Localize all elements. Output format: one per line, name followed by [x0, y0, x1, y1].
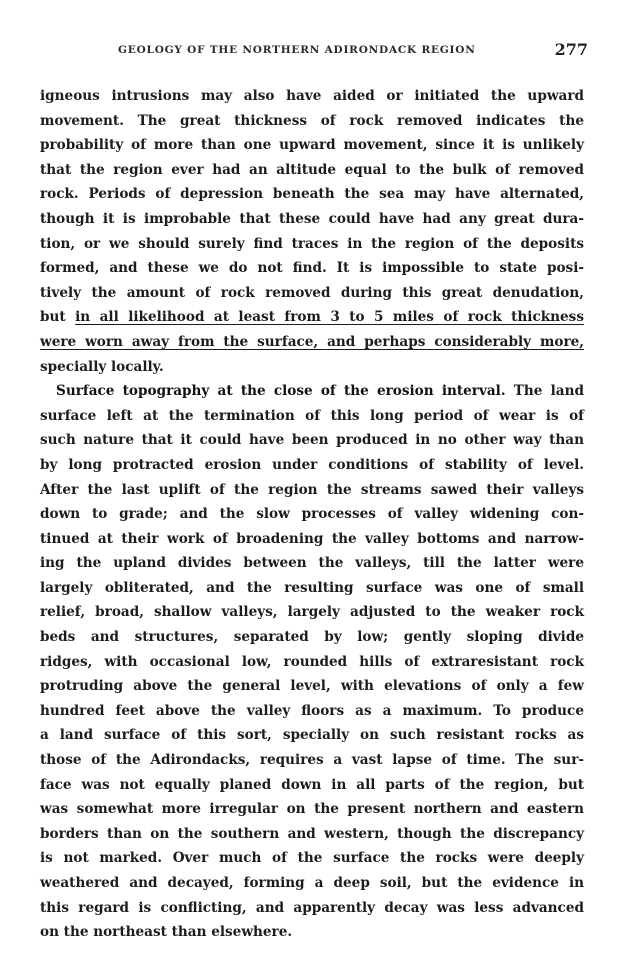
page-number: 277 [554, 40, 588, 59]
text-line: After the last uplift of the region the streams sawed their valleys [40, 481, 584, 498]
text-line [40, 379, 584, 404]
text-line: largely obliterated, and the resulting surface was one of small [40, 579, 584, 596]
text-line: borders than on the southern and western, though the discrepancy [40, 825, 584, 842]
text-line: on the northeast than elsewhere. [40, 924, 293, 941]
running-head [40, 40, 588, 60]
text-fragment: The land [505, 383, 584, 400]
text-line: igneous intrusions may also have aided or initiated the upward [40, 88, 584, 104]
text-line: protruding above the general level, with elevations of only a few [40, 678, 584, 695]
text-line: down to grade; and the slow processes of valley widening con- [40, 506, 584, 523]
text-line: beds and structures, separated by low; gently sloping divide [40, 629, 584, 646]
text-line: that the region ever had an altitude equal to the bulk of removed [40, 161, 584, 178]
text-line [40, 330, 584, 355]
text-line: though it is improbable that these could have had any great dura- [40, 210, 584, 227]
text-line: formed, and these we do not find. It is impossible to state posi- [40, 260, 584, 277]
text-line: ing the upland divides between the valleys, till the latter were [40, 555, 584, 572]
section-run-in-heading: Surface topography at the close of the erosion interval. [56, 383, 506, 400]
text-line: such nature that it could have been produced in no other way than [40, 432, 584, 449]
running-title: GEOLOGY OF THE NORTHERN ADIRONDACK REGION [118, 44, 476, 56]
text-line: relief, broad, shallow valleys, largely adjusted to the weaker rock [40, 604, 584, 621]
text-line: face was not equally planed down in all parts of the region, but [40, 776, 584, 793]
text-line: tively the amount of rock removed during this great denudation, [40, 284, 584, 301]
text-line: rock. Periods of depression beneath the sea may have alternated, [40, 186, 584, 203]
text-line: ridges, with occasional low, rounded hills of extraresistant rock [40, 653, 584, 670]
text-line: this regard is conflicting, and apparently decay was less advanced [40, 899, 584, 916]
text-line: movement. The great thickness of rock removed indicates the [40, 112, 584, 129]
text-line: was somewhat more irregular on the present northern and eastern [40, 801, 584, 818]
text-line: weathered and decayed, forming a deep soil, but the evidence in [40, 875, 584, 891]
text-line: surface left at the termination of this long period of wear is of [40, 407, 584, 424]
text-line: is not marked. Over much of the surface the rocks were deeply [40, 850, 584, 867]
text-fragment: but [40, 309, 76, 326]
text-line: tinued at their work of broadening the valley bottoms and narrow- [40, 530, 584, 547]
text-line: by long protracted erosion under conditions of stability of level. [40, 456, 584, 473]
body-text [40, 84, 584, 945]
text-line: those of the Adirondacks, requires a vast lapse of time. The sur- [40, 752, 584, 769]
text-line [40, 305, 584, 330]
text-line: probability of more than one upward movement, since it is unlikely [40, 137, 584, 154]
underlined-text: in all likelihood at least from 3 to 5 miles of rock thickness [75, 309, 584, 326]
text-line: hundred feet above the valley floors as a maximum. To produce [40, 702, 584, 719]
text-line: specially locally. [40, 358, 164, 375]
text-line: a land surface of this sort, specially on such resistant rocks as [40, 727, 584, 744]
text-line: tion, or we should surely find traces in the region of the deposits [40, 235, 584, 252]
underlined-text: were worn away from the surface, and perhaps considerably more, [40, 333, 584, 350]
